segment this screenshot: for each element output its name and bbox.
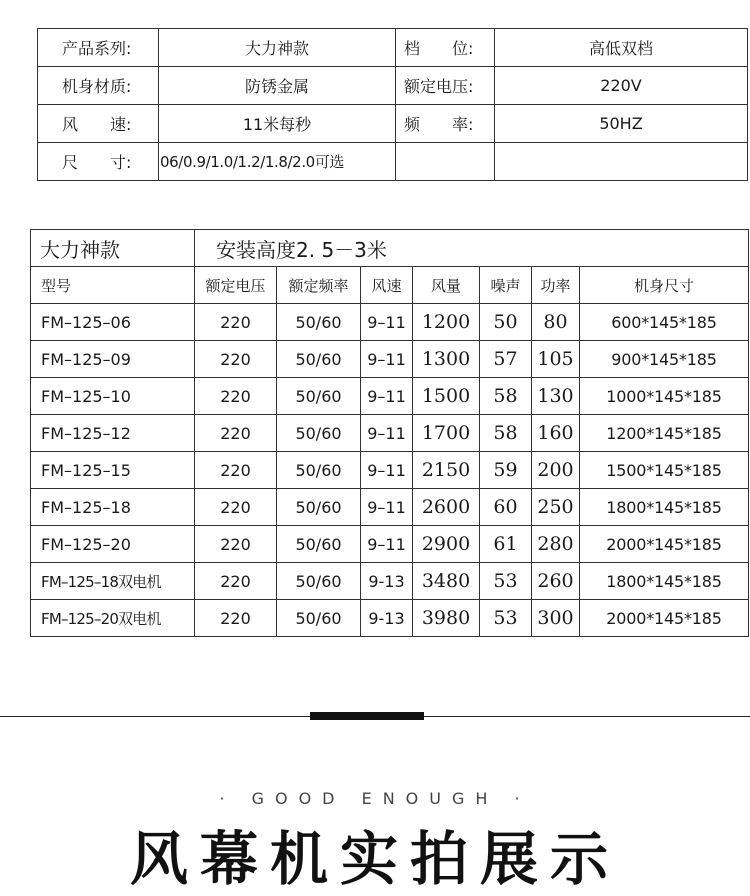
table-cell: 9–11 <box>361 378 413 415</box>
table-cell: 9–11 <box>361 415 413 452</box>
spec-value <box>495 143 748 181</box>
table-cell: 61 <box>480 526 532 563</box>
table-row <box>31 415 749 452</box>
table-cell: 60 <box>480 489 532 526</box>
table-cell: FM–125–15 <box>31 452 195 489</box>
spec-value: 11米每秒 <box>159 105 396 143</box>
table-cell: FM–125–18 <box>31 489 195 526</box>
table-cell: 2600 <box>413 489 480 526</box>
spec-label: 尺 寸: <box>38 143 159 181</box>
table-cell: 9-13 <box>361 600 413 637</box>
table-cell: 9–11 <box>361 452 413 489</box>
table-cell: 300 <box>532 600 580 637</box>
table-cell: 50/60 <box>277 600 361 637</box>
table-cell: FM–125–18双电机 <box>31 563 195 600</box>
spec-value: 220V <box>495 67 748 105</box>
table-header-row <box>31 267 749 304</box>
table-cell: FM–125–12 <box>31 415 195 452</box>
table-cell: 9-13 <box>361 563 413 600</box>
table-cell: 3980 <box>413 600 480 637</box>
table-row <box>31 452 749 489</box>
table-cell: 220 <box>195 304 277 341</box>
table-cell: 50/60 <box>277 415 361 452</box>
spec-value: 高低双档 <box>495 29 748 67</box>
table-cell: 1000*145*185 <box>580 378 749 415</box>
table-cell: 9–11 <box>361 489 413 526</box>
table-cell: 80 <box>532 304 580 341</box>
spec-value: 大力神款 <box>159 29 396 67</box>
table-cell: 50/60 <box>277 452 361 489</box>
table-cell: 50 <box>480 304 532 341</box>
table-cell: FM–125–20双电机 <box>31 600 195 637</box>
series-name: 大力神款 <box>31 230 195 267</box>
table-cell: 53 <box>480 563 532 600</box>
table-cell: 900*145*185 <box>580 341 749 378</box>
table-cell: 220 <box>195 489 277 526</box>
tagline: · GOOD ENOUGH · <box>219 789 531 808</box>
table-cell: 220 <box>195 452 277 489</box>
spec-label: 产品系列: <box>38 29 159 67</box>
table-cell: 9–11 <box>361 341 413 378</box>
spec-label: 额定电压: <box>396 67 495 105</box>
table-cell: 50/60 <box>277 526 361 563</box>
table-cell: 105 <box>532 341 580 378</box>
table-cell: 160 <box>532 415 580 452</box>
table-cell: 220 <box>195 600 277 637</box>
table-cell: 53 <box>480 600 532 637</box>
table-cell: 2000*145*185 <box>580 526 749 563</box>
table-cell: 130 <box>532 378 580 415</box>
spec-label: 频 率: <box>396 105 495 143</box>
table-cell: 58 <box>480 415 532 452</box>
table-title-row <box>31 230 749 267</box>
table-cell: 1300 <box>413 341 480 378</box>
table-cell: 1800*145*185 <box>580 563 749 600</box>
table-cell: 2900 <box>413 526 480 563</box>
table-cell: 1500*145*185 <box>580 452 749 489</box>
spec-value: 06/0.9/1.0/1.2/1.8/2.0可选 <box>159 143 396 181</box>
table-row <box>31 304 749 341</box>
table-cell: 220 <box>195 526 277 563</box>
table-cell: 1200 <box>413 304 480 341</box>
spec-table <box>37 28 748 181</box>
table-row <box>31 526 749 563</box>
table-cell: 220 <box>195 341 277 378</box>
table-cell: 220 <box>195 378 277 415</box>
table-cell: 3480 <box>413 563 480 600</box>
spec-row <box>38 29 748 67</box>
table-row <box>31 563 749 600</box>
spec-row <box>38 105 748 143</box>
model-table <box>30 229 749 637</box>
table-cell: 1200*145*185 <box>580 415 749 452</box>
table-row <box>31 600 749 637</box>
table-cell: 9–11 <box>361 526 413 563</box>
table-cell: 50/60 <box>277 563 361 600</box>
table-cell: 600*145*185 <box>580 304 749 341</box>
column-header: 噪声 <box>480 267 532 304</box>
table-cell: FM–125–10 <box>31 378 195 415</box>
column-header: 额定电压 <box>195 267 277 304</box>
spec-label: 档 位: <box>396 29 495 67</box>
table-row <box>31 341 749 378</box>
table-cell: 220 <box>195 415 277 452</box>
table-cell: 1800*145*185 <box>580 489 749 526</box>
column-header: 型号 <box>31 267 195 304</box>
table-cell: 50/60 <box>277 304 361 341</box>
column-header: 风量 <box>413 267 480 304</box>
table-cell: 220 <box>195 563 277 600</box>
table-cell: 280 <box>532 526 580 563</box>
column-header: 功率 <box>532 267 580 304</box>
table-cell: 1700 <box>413 415 480 452</box>
table-row <box>31 378 749 415</box>
table-cell: 50/60 <box>277 341 361 378</box>
column-header: 风速 <box>361 267 413 304</box>
table-cell: FM–125–06 <box>31 304 195 341</box>
table-cell: 2150 <box>413 452 480 489</box>
table-cell: 9–11 <box>361 304 413 341</box>
spec-label: 机身材质: <box>38 67 159 105</box>
table-cell: 1500 <box>413 378 480 415</box>
table-cell: 58 <box>480 378 532 415</box>
spec-label: 风 速: <box>38 105 159 143</box>
section-title: 风幕机实拍展示 <box>129 825 620 893</box>
table-cell: 2000*145*185 <box>580 600 749 637</box>
table-cell: FM–125–09 <box>31 341 195 378</box>
table-cell: 50/60 <box>277 378 361 415</box>
column-header: 机身尺寸 <box>580 267 749 304</box>
spec-value: 50HZ <box>495 105 748 143</box>
table-cell: 57 <box>480 341 532 378</box>
spec-value: 防锈金属 <box>159 67 396 105</box>
column-header: 额定频率 <box>277 267 361 304</box>
table-cell: 200 <box>532 452 580 489</box>
table-cell: 260 <box>532 563 580 600</box>
spec-row <box>38 67 748 105</box>
install-height: 安装高度2. 5－3米 <box>195 230 749 267</box>
spec-row <box>38 143 748 181</box>
table-cell: 50/60 <box>277 489 361 526</box>
table-cell: 250 <box>532 489 580 526</box>
table-row <box>31 489 749 526</box>
spec-label <box>396 143 495 181</box>
table-cell: FM–125–20 <box>31 526 195 563</box>
divider-accent-bar <box>310 712 424 720</box>
table-cell: 59 <box>480 452 532 489</box>
